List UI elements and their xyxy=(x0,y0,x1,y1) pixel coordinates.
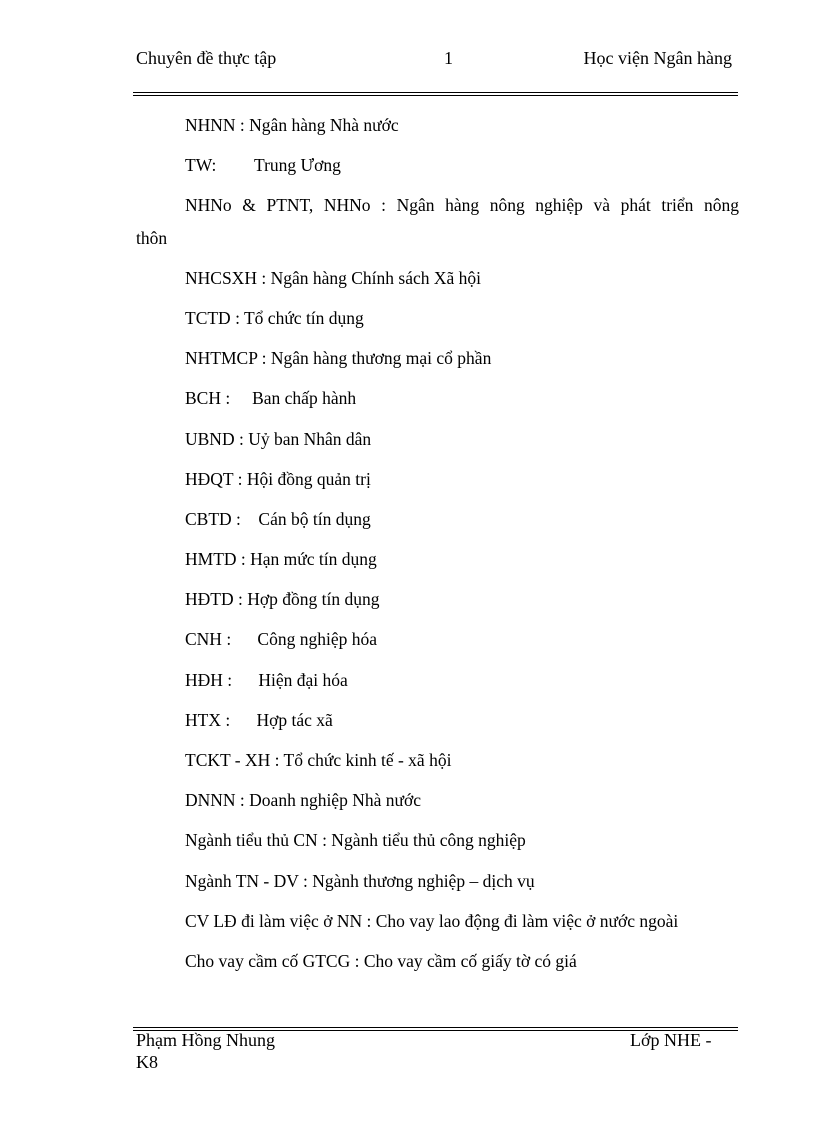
class-name-continuation: K8 xyxy=(136,1052,158,1072)
header-title: Chuyên đề thực tập xyxy=(136,48,277,68)
list-item: Ngành TN - DV : Ngành thương nghiệp – dịch vụ xyxy=(185,870,535,891)
page-number: 1 xyxy=(444,48,453,68)
list-item: NHNN : Ngân hàng Nhà nước xyxy=(185,115,399,135)
list-item: Cho vay cầm cố GTCG : Cho vay cầm cố giấy tờ có giá xyxy=(185,950,577,971)
class-name: Lớp NHE - xyxy=(630,1030,712,1050)
author-name: Phạm Hồng Nhung xyxy=(136,1030,275,1050)
list-item: BCH : Ban chấp hành xyxy=(185,388,357,409)
list-item: CV LĐ đi làm việc ở NN : Cho vay lao động đi làm việc ở nước ngoài xyxy=(185,910,679,931)
header-rule xyxy=(133,92,738,96)
list-item: NHTMCP : Ngân hàng thương mại cổ phần xyxy=(185,348,492,369)
list-item: NHCSXH : Ngân hàng Chính sách Xã hội xyxy=(185,267,482,288)
page-header xyxy=(136,48,732,74)
header-institution: Học viện Ngân hàng xyxy=(583,48,732,68)
list-item: HĐTD : Hợp đồng tín dụng xyxy=(185,589,380,610)
list-item-continuation: thôn xyxy=(136,227,168,248)
list-item: Ngành tiểu thủ CN : Ngành tiểu thủ công nghiệp xyxy=(185,830,526,851)
list-item: HMTD : Hạn mức tín dụng xyxy=(185,549,377,570)
list-item: DNNN : Doanh nghiệp Nhà nước xyxy=(185,790,421,811)
list-item: CBTD : Cán bộ tín dụng xyxy=(185,508,371,529)
list-item: CNH : Công nghiệp hóa xyxy=(185,629,378,650)
list-item: TCTD : Tổ chức tín dụng xyxy=(185,307,364,328)
abbreviation-list xyxy=(136,112,739,988)
list-item: HĐH : Hiện đại hóa xyxy=(185,669,348,690)
list-item: TW: Trung Ương xyxy=(185,155,341,176)
list-item: NHNo & PTNT, NHNo : Ngân hàng nông nghiệp và phát triển nông xyxy=(185,195,739,216)
list-item: HTX : Hợp tác xã xyxy=(185,709,333,730)
list-item: HĐQT : Hội đồng quản trị xyxy=(185,468,371,489)
list-item: UBND : Uỷ ban Nhân dân xyxy=(185,428,372,449)
list-item: TCKT - XH : Tổ chức kinh tế - xã hội xyxy=(185,750,452,770)
